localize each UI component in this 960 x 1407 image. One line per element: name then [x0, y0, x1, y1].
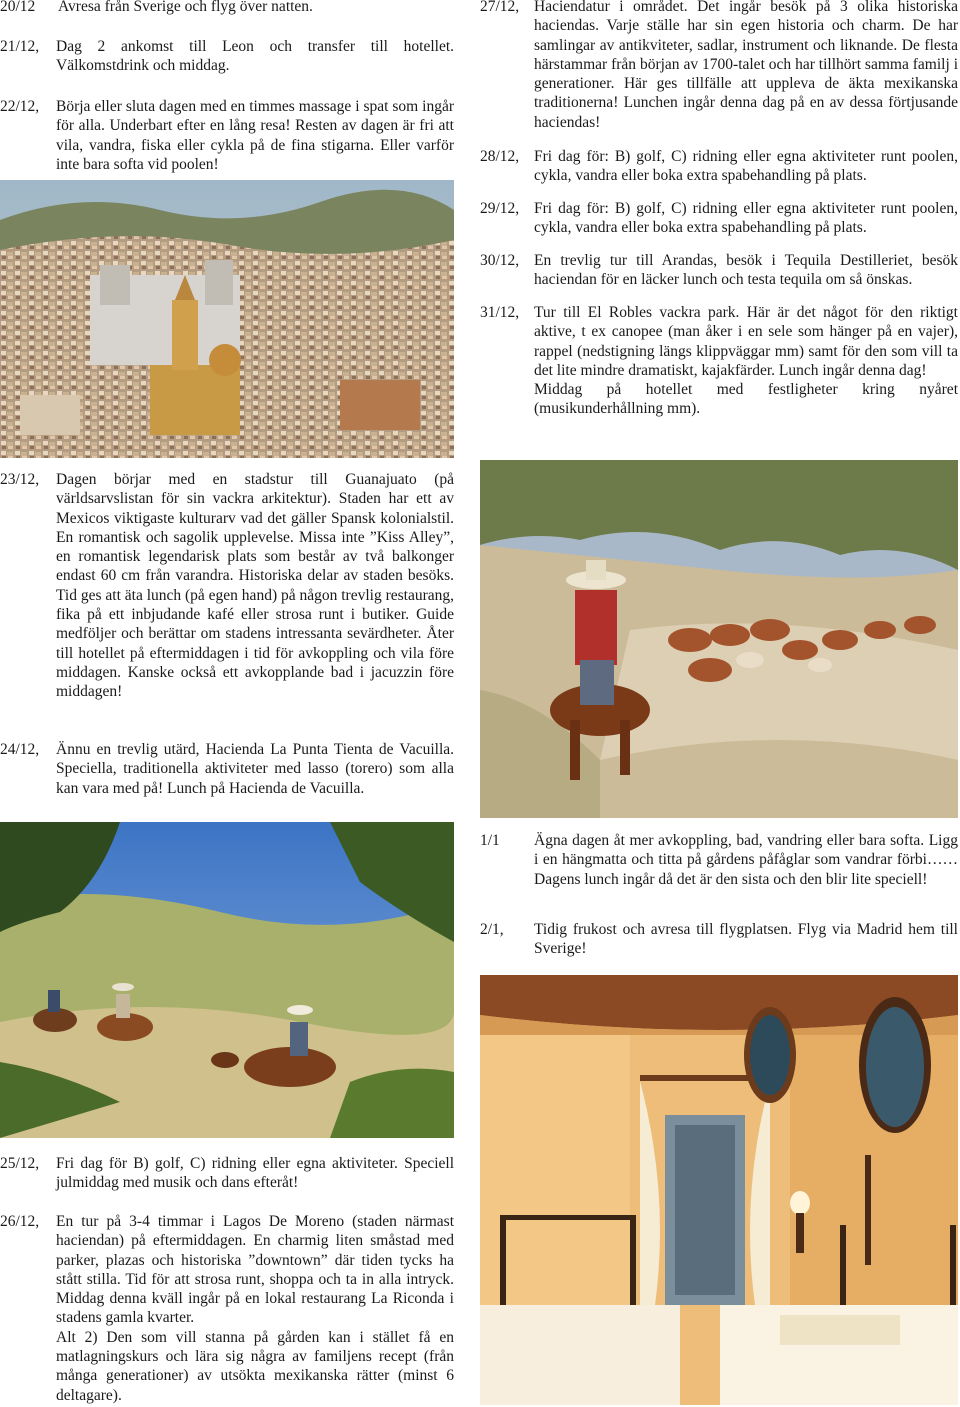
entry-date: 30/12,: [480, 252, 520, 269]
entry-date: 29/12,: [480, 200, 520, 217]
entry-24-12: [0, 740, 454, 798]
entry-text: Ägna dagen åt mer avkoppling, bad, vandring eller bara softa. Ligg i en hängmatta och titta på gårdens påfåglar som vandrar förbi…… Dagens lunch ingår då det är den sista och den blir lite speciell!: [534, 832, 958, 888]
entry-date: 26/12,: [0, 1213, 40, 1230]
entry-date: 2/1,: [480, 921, 504, 938]
entry-date: 22/12,: [0, 98, 40, 115]
entry-text: Dagen börjar med en stadstur till Guanajuato (på världsarvslistan för sin vackra arkitektur). Staden har ett av Mexicos viktigaste kulturarv vad det gäller Spansk kolonialstil. En romantisk och sagolik upplevelse. Missa inte ”Kiss Alley”, en romantisk legendarisk plats som består av två balkonger endast 60 cm från varandra. Historiska delar av staden besöks. Tid ges att äta lunch (på egen hand) på någon trevlig restaurang, fika på ett inbjudande kafé eller strosa runt i butiker. Guide medföljer och berättar om stadens intressanta sevärdheter. Åter till hotellet på eftermiddagen i tid för avkoppling och vila före middagen. Kanske också ett avkopplande bad i jacuzzin före middagen!: [56, 471, 454, 701]
entry-date: 28/12,: [480, 148, 520, 165]
cattle-drive-photo: [480, 460, 958, 818]
entry-text: Tidig frukost och avresa till flygplatsen. Flyg via Madrid hem till Sverige!: [534, 921, 958, 958]
entry-text: Ännu en trevlig utärd, Hacienda La Punta Tienta de Vacuilla. Speciella, traditionella aktiviteter med lasso (torero) som alla kan vara med på! Lunch på Hacienda de Vacuilla.: [56, 741, 454, 797]
entry-date: 1/1: [480, 832, 500, 849]
entry-text-group: [56, 1212, 454, 1405]
entry-23-12: [0, 470, 454, 702]
entry-date: 23/12,: [0, 471, 40, 488]
entry-date: 25/12,: [0, 1155, 40, 1172]
entry-text: Fri dag för: B) golf, C) ridning eller egna aktiviteter runt poolen, cykla, vandra eller boka extra spabehandling på plats.: [534, 200, 958, 237]
entry-30-12: [480, 251, 958, 290]
entry-date: 21/12,: [0, 38, 40, 55]
riders-photo: [0, 822, 454, 1138]
entry-20-12: [0, 0, 454, 16]
entry-26-12: [0, 1212, 454, 1405]
entry-1-1: [480, 831, 958, 889]
entry-text: Fri dag för: B) golf, C) ridning eller egna aktiviteter runt poolen, cykla, vandra eller boka extra spabehandling på plats.: [534, 148, 958, 185]
entry-date: 20/12: [0, 0, 36, 15]
bedroom-photo: [480, 975, 958, 1405]
entry-29-12: [480, 199, 958, 238]
entry-text: Börja eller sluta dagen med en timmes massage i spat som ingår för alla. Underbart efter en lång resa! Resten av dagen är fri att vila, vandra, fiska eller cykla på de fina stigarna. Eller varför inte bara softa vid poolen!: [56, 98, 454, 173]
entry-2-1: [480, 920, 958, 959]
entry-extra-text: Middag på hotellet med festligheter kring nyåret (musikunderhållning mm).: [534, 381, 958, 418]
entry-22-12: [0, 97, 454, 174]
entry-text: Haciendatur i området. Det ingår besök på 3 olika historiska haciendas. Varje ställe har sin egen historia och charm. De har samlingar av antikviteter, sadlar, instrument och liknande. De flesta härstammar från början av 1700-talet och har tillhört samma familj i generationer. Här ges tillfälle att uppleva de äkta mexikanska traditionerna! Lunchen ingår denna dag på en av dessa förtjusande haciendas!: [534, 0, 958, 131]
entry-28-12: [480, 147, 958, 186]
entry-date: 31/12,: [480, 304, 520, 321]
entry-27-12: [480, 0, 958, 132]
entry-text: Tur till El Robles vackra park. Här är det något för den riktigt aktive, t ex canopee (man åker i en sele som hänger på en vajer), rappel (nedstigning längs klippväggar mm) samt för den som vill ta det lite mindre dramatiskt, kajakfärder. Lunch ingår denna dag!: [534, 304, 958, 379]
entry-25-12: [0, 1154, 454, 1193]
city-photo: [0, 180, 454, 458]
entry-date: 24/12,: [0, 741, 40, 758]
entry-date: 27/12,: [480, 0, 520, 15]
entry-text: En trevlig tur till Arandas, besök i Tequila Destilleriet, besök haciendan för en läcker lunch och testa tequila om så önskas.: [534, 252, 958, 289]
entry-text: Dag 2 ankomst till Leon och transfer till hotellet. Välkomstdrink och middag.: [56, 38, 454, 75]
entry-text: En tur på 3-4 timmar i Lagos De Moreno (staden närmast haciendan) på eftermiddagen. En charmig liten småstad med parker, plazas och historiska ”downtown” där tiden tycks ha stått stilla. Tid för att strosa runt, shoppa och ta in alla intryck. Middag denna kväll ingår på en lokal restaurang La Riconda i stadens gamla kvarter.: [56, 1213, 454, 1327]
entry-21-12: [0, 37, 454, 76]
entry-text-group: [534, 303, 958, 419]
entry-text: Avresa från Sverige och flyg över natten.: [58, 0, 313, 15]
entry-31-12: [480, 303, 958, 419]
entry-text: Fri dag för B) golf, C) ridning eller egna aktiviteter. Speciell julmiddag med musik och dans efteråt!: [56, 1155, 454, 1192]
entry-extra-text: Alt 2) Den som vill stanna på gården kan i stället få en matlagningskurs och lära sig några av familjens recept (från många generationer) av utsökta mexikanska rätter (minst 6 deltagare).: [56, 1328, 454, 1404]
